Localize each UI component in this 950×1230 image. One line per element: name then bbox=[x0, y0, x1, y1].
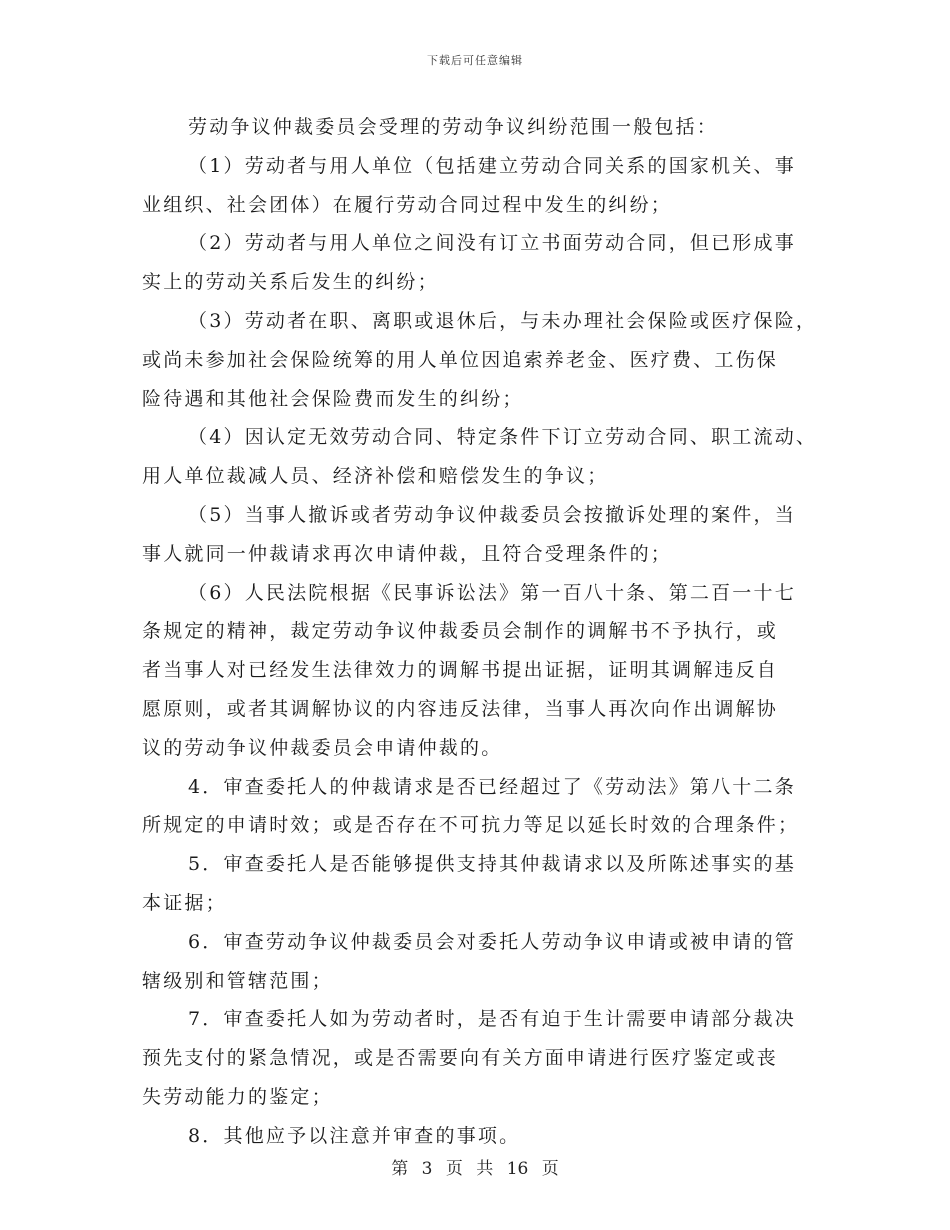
paragraph-line: （5）当事人撤诉或者劳动争议仲裁委员会按撤诉处理的案件，当 bbox=[188, 503, 796, 526]
paragraph-line: 险待遇和其他社会保险费而发生的纠纷； bbox=[142, 387, 524, 410]
header-note: 下载后可任意编辑 bbox=[427, 54, 523, 67]
paragraph-line: （6）人民法院根据《民事诉讼法》第一百八十条、第二百一十七 bbox=[188, 581, 796, 604]
paragraph-line: 劳动争议仲裁委员会受理的劳动争议纠纷范围一般包括： bbox=[188, 116, 719, 138]
page-number: 第 3 页 共 16 页 bbox=[391, 1159, 559, 1179]
paragraph-line: 预先支付的紧急情况，或是否需要向有关方面申请进行医疗鉴定或丧 bbox=[142, 1047, 779, 1070]
paragraph-line: 者当事人对已经发生法律效力的调解书提出证据，证明其调解违反自 bbox=[142, 659, 779, 682]
paragraph-line: 5．审查委托人是否能够提供支持其仲裁请求以及所陈述事实的基 bbox=[188, 853, 796, 876]
paragraph-line: 本证据； bbox=[142, 891, 227, 914]
paragraph-line: 6．审查劳动争议仲裁委员会对委托人劳动争议申请或被申请的管 bbox=[188, 930, 796, 953]
paragraph-line: 4．审查委托人的仲裁请求是否已经超过了《劳动法》第八十二条 bbox=[188, 775, 796, 798]
paragraph-line: （3）劳动者在职、离职或退休后，与未办理社会保险或医疗保险， bbox=[188, 309, 818, 332]
paragraph-line: 议的劳动争议仲裁委员会申请仲裁的。 bbox=[142, 736, 503, 759]
paragraph-line: 7．审查委托人如为劳动者时，是否有迫于生计需要申请部分裁决 bbox=[188, 1008, 796, 1031]
paragraph-line: 8．其他应予以注意并审查的事项。 bbox=[188, 1124, 521, 1147]
paragraph-line: 失劳动能力的鉴定； bbox=[142, 1085, 333, 1108]
paragraph-line: （4）因认定无效劳动合同、特定条件下订立劳动合同、职工流动、 bbox=[188, 426, 818, 449]
paragraph-line: （1）劳动者与用人单位（包括建立劳动合同关系的国家机关、事 bbox=[188, 154, 796, 177]
paragraph-line: 或尚未参加社会保险统筹的用人单位因追索养老金、医疗费、工伤保 bbox=[142, 348, 779, 371]
paragraph-line: 业组织、社会团体）在履行劳动合同过程中发生的纠纷； bbox=[142, 193, 673, 216]
paragraph-line: 愿原则，或者其调解协议的内容违反法律，当事人再次向作出调解协 bbox=[142, 697, 779, 720]
paragraph-line: 条规定的精神，裁定劳动争议仲裁委员会制作的调解书不予执行，或 bbox=[142, 620, 779, 643]
paragraph-line: 用人单位裁减人员、经济补偿和赔偿发生的争议； bbox=[142, 465, 609, 488]
paragraph-line: 事人就同一仲裁请求再次申请仲裁，且符合受理条件的； bbox=[142, 542, 673, 565]
paragraph-line: （2）劳动者与用人单位之间没有订立书面劳动合同，但已形成事 bbox=[188, 232, 796, 255]
document-body bbox=[142, 108, 832, 1156]
paragraph-line: 所规定的申请时效；或是否存在不可抗力等足以延长时效的合理条件； bbox=[142, 814, 800, 837]
paragraph-line: 实上的劳动关系后发生的纠纷； bbox=[142, 271, 439, 294]
paragraph-line: 辖级别和管辖范围； bbox=[142, 969, 333, 992]
